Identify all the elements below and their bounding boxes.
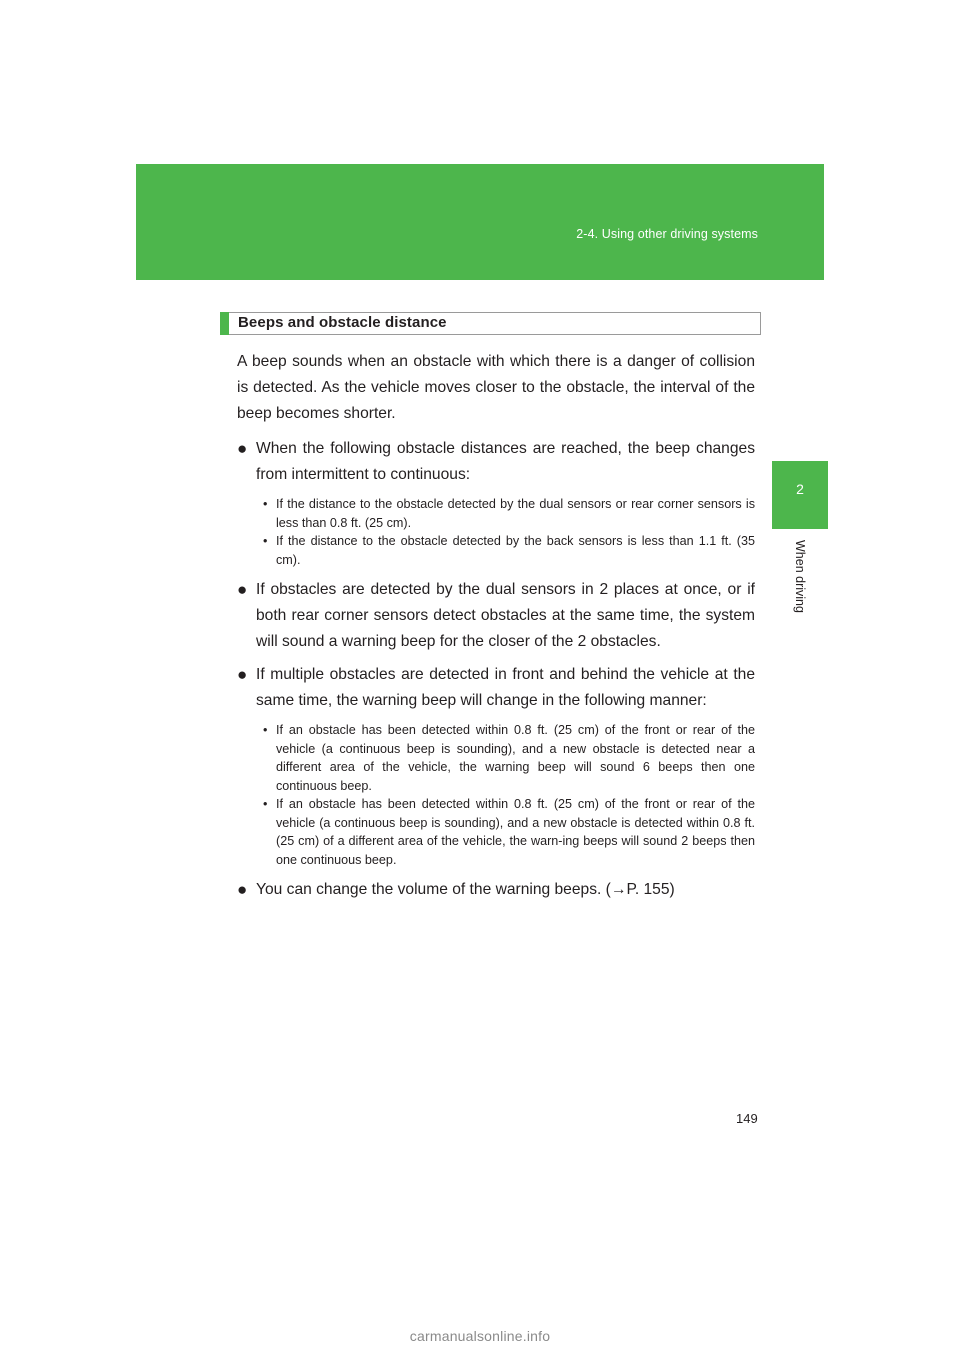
bullet-text: If obstacles are detected by the dual sensors in 2 places at once, or if both rear corner sensors detect obstacles at the same time, the system will sound a warning beep for the closer of the 2 obstacles. bbox=[256, 581, 755, 650]
sub-dot-icon: • bbox=[263, 534, 268, 548]
sub-text: If the distance to the obstacle detected by the dual sensors or rear corner sensors is less than 0.8 ft. (25 cm). bbox=[276, 497, 755, 530]
bullet-text: You can change the volume of the warning beeps. (→P. 155) bbox=[256, 881, 675, 898]
bullet-item bbox=[237, 877, 755, 903]
watermark: carmanualsonline.info bbox=[409, 1328, 551, 1344]
bullet-dot-icon: ● bbox=[237, 880, 248, 899]
chapter-name: When driving bbox=[793, 540, 807, 613]
sub-list bbox=[237, 495, 755, 569]
sub-text: If an obstacle has been detected within 0.8 ft. (25 cm) of the front or rear of the vehicle (a continuous beep is sounding), and a new obstacle is detected within 0.8 ft. (25 cm) of a different area of the vehicle, the warn-ing beeps will sound 2 beeps then one continuous beep. bbox=[276, 797, 755, 867]
bullet-text: If multiple obstacles are detected in front and behind the vehicle at the same time, the warning beep will change in the following manner: bbox=[256, 666, 755, 709]
sub-text: If an obstacle has been detected within 0.8 ft. (25 cm) of the front or rear of the vehicle (a continuous beep is sounding), and a new obstacle is detected near a different area of the vehicle, the warning beep will sound 6 beeps then one continuous beep. bbox=[276, 723, 755, 793]
page-number: 149 bbox=[736, 1111, 758, 1126]
sub-item bbox=[237, 495, 755, 532]
sub-dot-icon: • bbox=[263, 797, 268, 811]
bullet-item bbox=[237, 577, 755, 655]
intro-paragraph: A beep sounds when an obstacle with which there is a danger of collision is detected. As the vehicle moves closer to the obstacle, the interval of the beep becomes shorter. bbox=[237, 353, 755, 422]
chapter-tab bbox=[772, 461, 828, 529]
sub-item bbox=[237, 721, 755, 795]
bullet-text: When the following obstacle distances are reached, the beep changes from intermittent to continuous: bbox=[256, 440, 755, 483]
bullet-dot-icon: ● bbox=[237, 439, 248, 458]
sub-dot-icon: • bbox=[263, 497, 268, 511]
bullet-item bbox=[237, 662, 755, 714]
section-path: 2-4. Using other driving systems bbox=[576, 227, 758, 241]
content-body bbox=[237, 349, 755, 910]
heading-accent-bar bbox=[220, 312, 229, 335]
section-heading-title: Beeps and obstacle distance bbox=[238, 314, 447, 331]
sub-dot-icon: • bbox=[263, 723, 268, 737]
sub-item bbox=[237, 795, 755, 869]
section-heading bbox=[220, 312, 761, 335]
chapter-number: 2 bbox=[796, 481, 804, 497]
bullet-dot-icon: ● bbox=[237, 665, 248, 684]
bullet-item bbox=[237, 436, 755, 488]
sub-item bbox=[237, 532, 755, 569]
sub-list bbox=[237, 721, 755, 869]
sub-text: If the distance to the obstacle detected by the back sensors is less than 1.1 ft. (35 cm). bbox=[276, 534, 755, 567]
bullet-dot-icon: ● bbox=[237, 580, 248, 599]
header-band bbox=[136, 164, 824, 280]
